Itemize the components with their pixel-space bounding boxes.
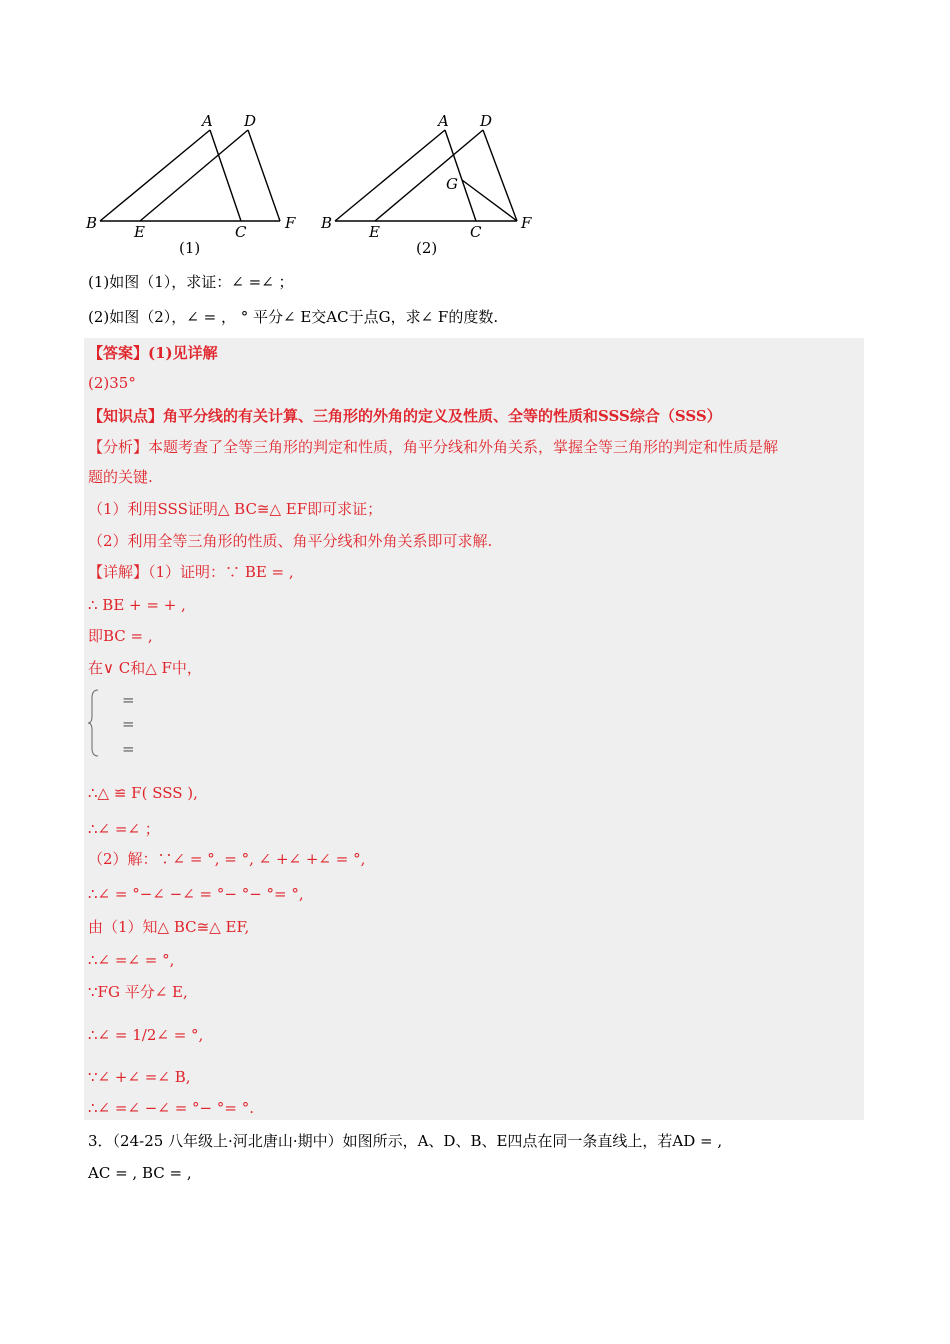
- detail-line-10: ∴∠ =∠ = °,: [88, 951, 175, 969]
- detail-line-7: （2）解：∵∠ = °, = °, ∠ +∠ +∠ = °,: [88, 850, 366, 868]
- label-B: B: [86, 214, 98, 232]
- system-brace: [88, 688, 100, 758]
- detail-line-4: 在∨ C和△ F中，: [88, 659, 202, 677]
- label-A: A: [202, 112, 213, 130]
- next-question-line-1: 3．（24-25 八年级上·河北唐山·期中）如图所示，A、D、B、E四点在同一条直线上，若AD = ,: [88, 1132, 723, 1150]
- analysis-line-1: 【分析】本题考查了全等三角形的判定和性质，角平分线和外角关系，掌握全等三角形的判定和性质是解: [88, 438, 779, 456]
- detail-line-6: ∴∠ =∠ ；: [88, 820, 160, 838]
- detail-line-11: ∵FG 平分∠ E,: [88, 983, 188, 1001]
- answer-part-2: (2)35°: [88, 374, 136, 392]
- knowledge-points: 【知识点】角平分线的有关计算、三角形的外角的定义及性质、全等的性质和SSS综合（SSS）: [88, 407, 722, 425]
- figure-1: [100, 130, 280, 221]
- detail-line-8: ∴∠ = °−∠ −∠ = °− °− °= °,: [88, 885, 304, 903]
- answer-heading: 【答案】(1)见详解: [88, 344, 218, 362]
- detail-line-3: 即BC = ,: [88, 627, 153, 645]
- detail-line-1: 【详解】（1）证明：∵ BE = ,: [88, 563, 294, 581]
- analysis-step-2: （2）利用全等三角形的性质、角平分线和外角关系即可求解.: [88, 532, 493, 550]
- figure-2-caption: (2): [416, 239, 438, 257]
- geometry-figures: [78, 108, 548, 263]
- label-C2: C: [470, 223, 482, 241]
- label-C: C: [235, 223, 247, 241]
- system-eq-3: =: [122, 740, 135, 758]
- detail-line-2: ∴ BE + = + ,: [88, 596, 186, 614]
- figure-2: [335, 130, 517, 221]
- detail-line-5: ∴△ ≌ F( SSS ),: [88, 784, 198, 802]
- system-eq-2: =: [122, 715, 135, 733]
- label-F2: F: [521, 214, 532, 232]
- label-E: E: [134, 223, 145, 241]
- analysis-step-1: （1）利用SSS证明△ BC≅△ EF即可求证；: [88, 500, 383, 518]
- label-A2: A: [438, 112, 449, 130]
- detail-line-9: 由（1）知△ BC≅△ EF,: [88, 918, 250, 936]
- label-F: F: [285, 214, 296, 232]
- figure-1-caption: (1): [179, 239, 201, 257]
- detail-line-12: ∴∠ = 1/2∠ = °,: [88, 1026, 204, 1044]
- detail-line-14: ∴∠ =∠ −∠ = °− °= °.: [88, 1099, 254, 1117]
- label-D2: D: [480, 112, 493, 130]
- detail-line-13: ∵∠ +∠ =∠ B,: [88, 1068, 191, 1086]
- question-part-1: (1)如图（1），求证：∠ =∠ ；: [88, 273, 294, 291]
- analysis-line-2: 题的关键.: [88, 468, 153, 486]
- label-D: D: [244, 112, 257, 130]
- system-eq-1: =: [122, 691, 135, 709]
- label-E2: E: [369, 223, 380, 241]
- label-B2: B: [321, 214, 333, 232]
- label-G2: G: [446, 175, 458, 193]
- question-part-2: (2)如图（2），∠ = ， ° 平分∠ E交AC于点G，求∠ F的度数.: [88, 308, 499, 326]
- next-question-line-2: AC = , BC = ,: [88, 1164, 192, 1182]
